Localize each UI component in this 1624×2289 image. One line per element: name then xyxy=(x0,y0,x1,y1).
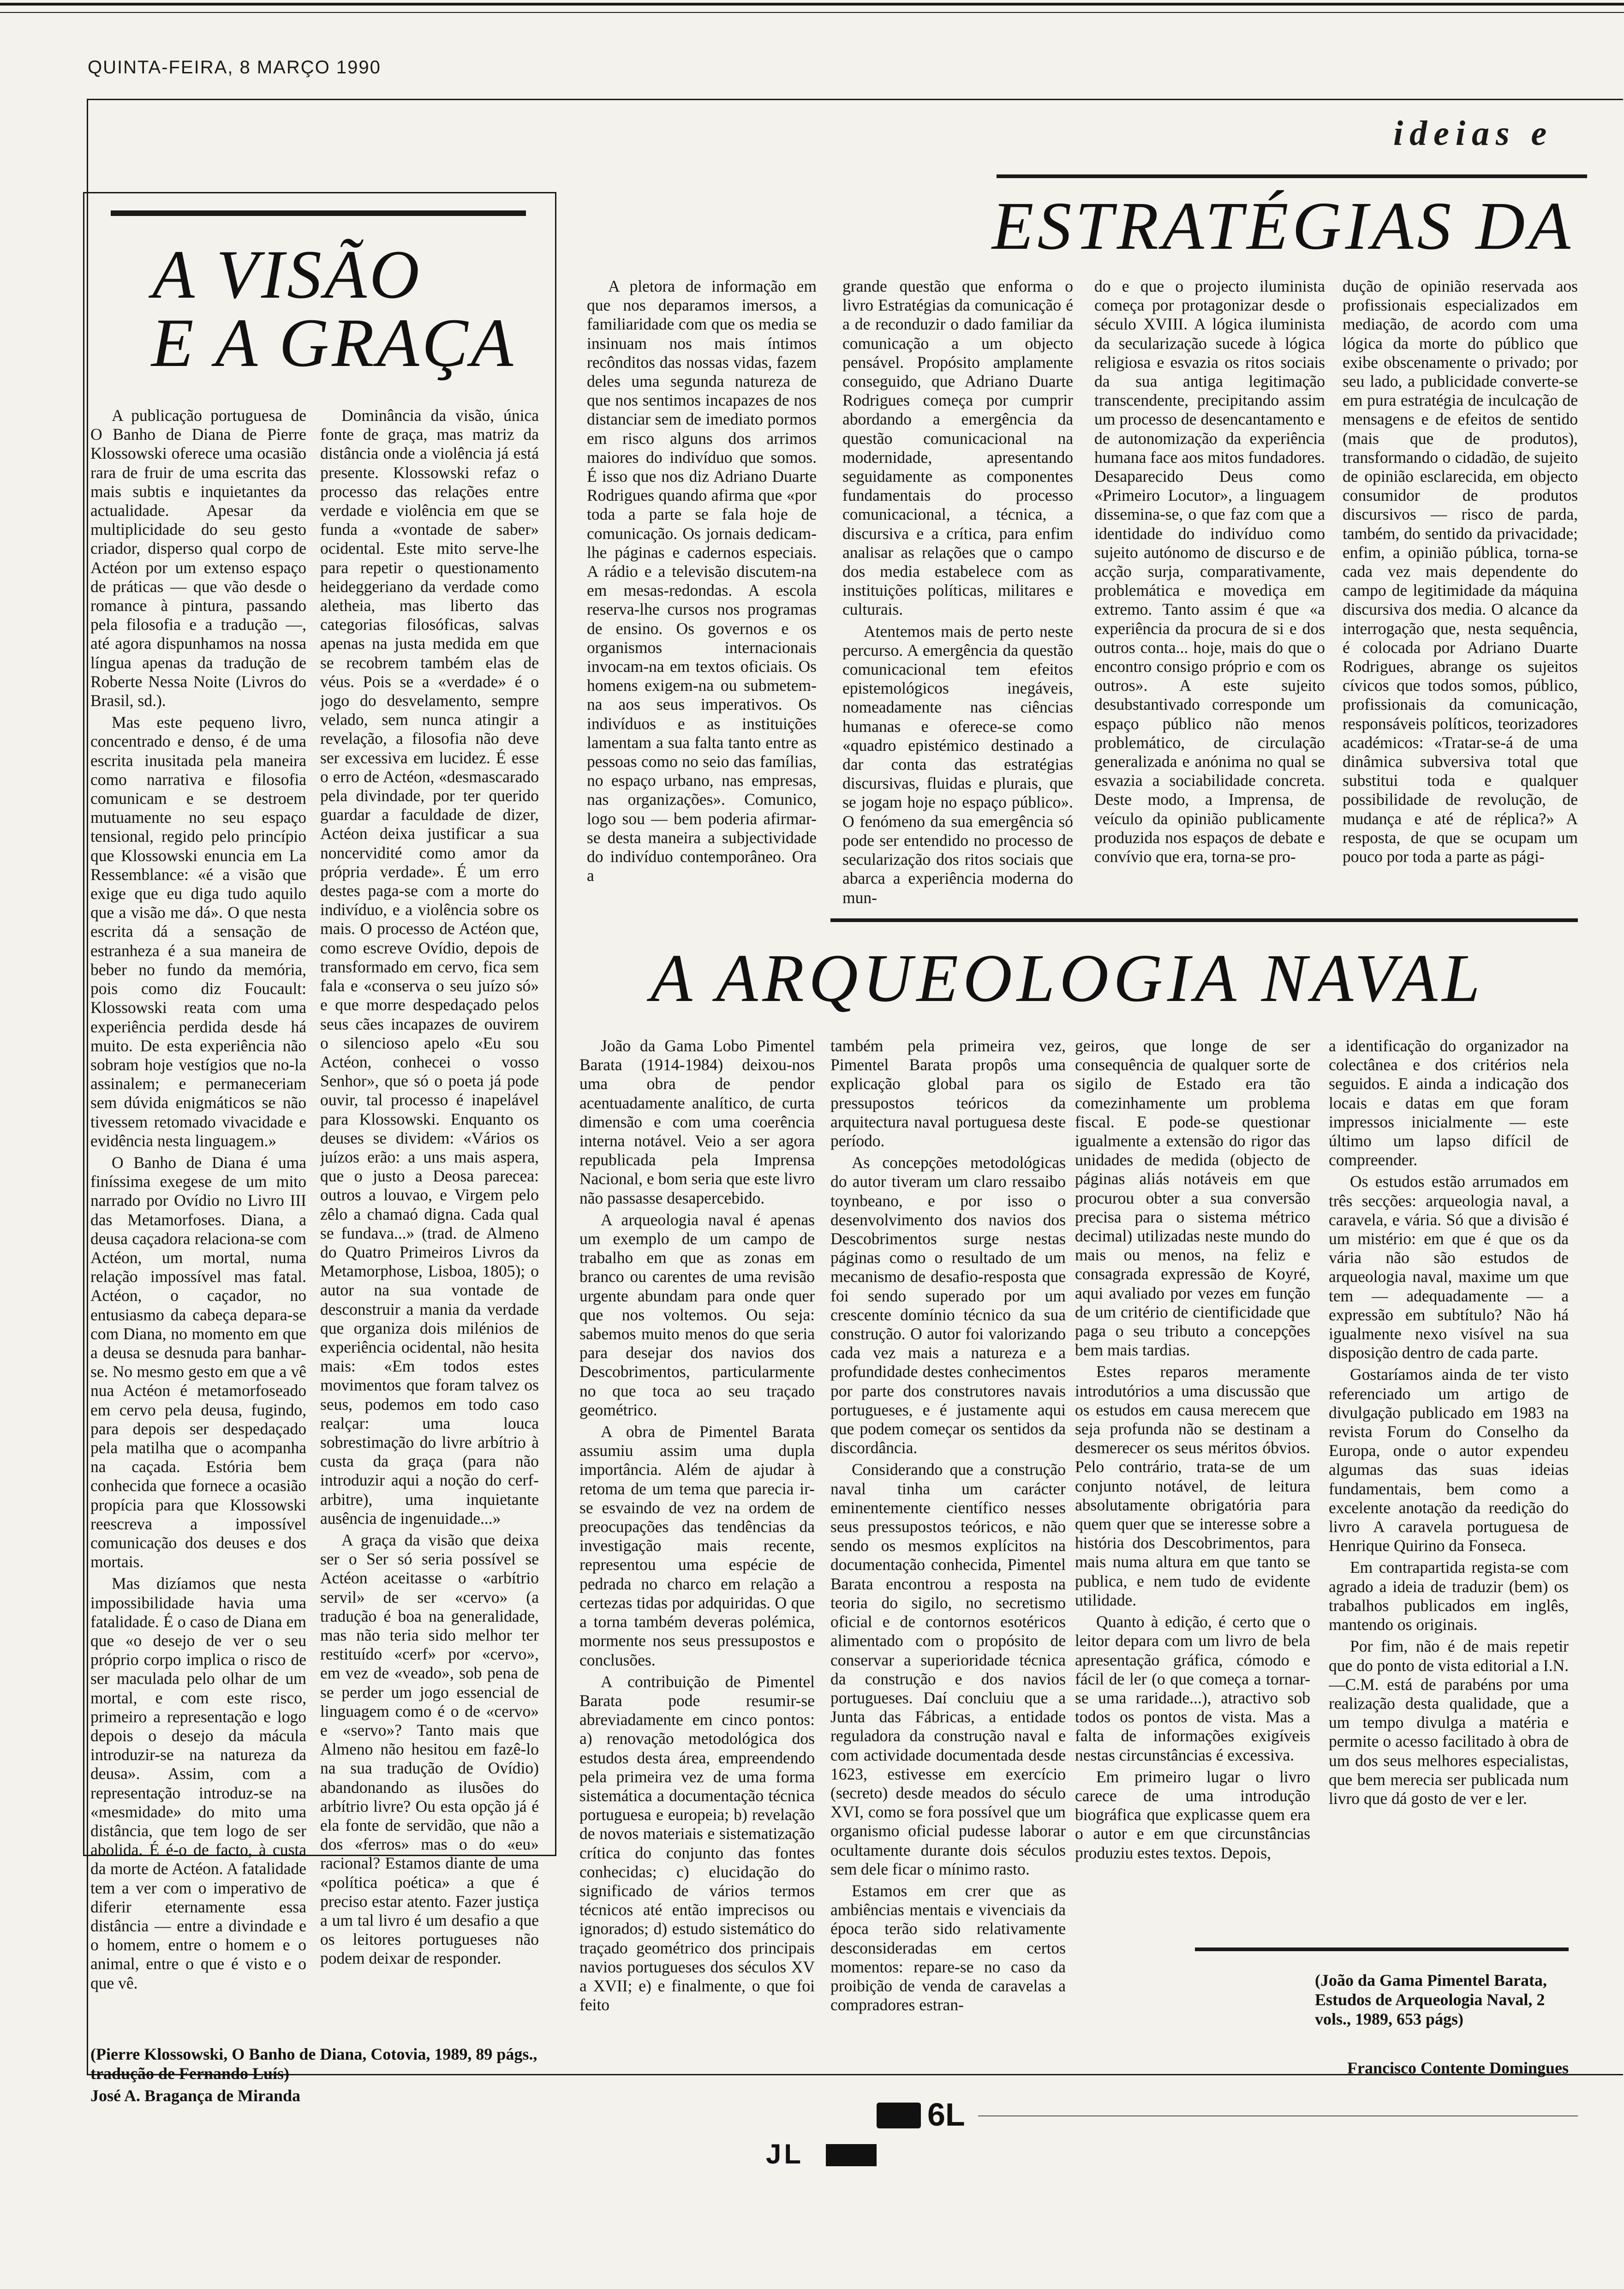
paragraph: Mas dizíamos que nesta impossibilidade havia uma fatalidade. É o caso de Diana em que «o desejo de ver o seu próprio corpo implica o risco de ser maculada pelo olhar de um mortal, e com este risco, primeiro a representação e logo depois o desejo da mácula introduzir-se na natureza da deusa». Assim, com a representação introduz-se na «mesmidade» do mito uma distância, que tem logo de ser abolida. É é-o de facto, à custa da morte de Actéon. A fatalidade tem a ver com o imperativo de diferir eternamente essa distância — entre a divindade e o homem, entre o homem e o animal, entre o que é visto e o que vê. xyxy=(90,1574,306,1992)
left-article-thick-rule xyxy=(111,210,526,216)
page-marker: 6L xyxy=(927,2097,965,2133)
footer-badge xyxy=(877,2103,921,2128)
publication-logo-block xyxy=(826,2144,877,2166)
left-article-title-line1: A VISÃO xyxy=(152,236,422,313)
paragraph: Por fim, não é de mais repetir que do ponto de vista editorial a I.N.—C.M. está de parabéns por uma realização desta qualidade, que a um tempo divulga a matéria e permite o acesso facilitado à obra de um dos seus melhores especialistas, que bem merecia ser publicada num livro que dá gosto de ver e ler. xyxy=(1329,1637,1569,1808)
paragraph: O Banho de Diana é uma finíssima exegese de um mito narrado por Ovídio no Livro III das Metamorfoses. Diana, a deusa caçadora relaciona-se com Actéon, um mortal, numa relação impossível mas fatal. Actéon, o caçador, no entusiasmo da cabeça depara-se com Diana, no momento em que a deusa se desnuda para banhar-se. No mesmo gesto em que a vê nua Actéon é metamorfoseado em cervo pela deusa, fugindo, para depois ser despedaçado pela matilha que o acompanha na caçada. Estória bem conhecida que fornece a ocasião propícia para que Klossowski reescreva a impossível comunicação dos deuses e dos mortais. xyxy=(90,1153,306,1571)
paragraph: A obra de Pimentel Barata assumiu assim uma dupla importância. Além de ajudar à retoma de um tema que parecia ir-se esvaindo de vez na ordem de preocupações das tendências da investigação mais recente, representou uma espécie de pedrada no charco em relação a certezas tidas por adquiridas. O que a torna também deveras polémica, mormente nos seus pressupostos e conclusões. xyxy=(579,1422,815,1669)
paragraph: Em contrapartida regista-se com agrado a ideia de traduzir (bem) os trabalhos publicados em inglês, mantendo os originais. xyxy=(1329,1558,1569,1634)
paragraph: Quanto à edição, é certo que o leitor depara com um livro de bela apresentação gráfica, cómodo e fácil de ler (o que começa a tornar-se uma raridade...), atractivo sob todos os pontos de vista. Mas a falta de informações exigíveis nestas circunstâncias é excessiva. xyxy=(1075,1612,1310,1764)
paragraph: Dominância da visão, única fonte de graça, mas matriz da distância onde a violência já está presente. Klossowski refaz o processo das relações entre verdade e violência em que se funda a «vontade de saber» ocidental. Este mito serve-lhe para repetir o questionamento heideggeriano da verdade como aletheia, mas liberto das categorias filosóficas, salvas apenas na justa medida em que se recobrem também elas de véus. Pois se a «verdade» é o jogo do desvelamento, sempre velado, sem nunca atingir a revelação, a filosofia não deve ser excessiva em lucidez. É esse o erro de Actéon, «desmascarado pela divindade, por ter querido guardar a faculdade de dizer, Actéon deixa justificar a sua noncervidité como amor da própria verdade». É um erro destes paga-se com a morte do indivíduo, e a violência sobre os mais. O processo de Actéon que, como escreve Ovídio, depois de transformado em cervo, fica sem fala e «conserva o seu juízo só» e que morre despedaçado pelos seus cães incapazes de ouvirem o silencioso apelo «Eu sou Actéon, conhecei o vosso Senhor», que só o poeta já pode ouvir, tal processo é inapelável para Klossowski. Enquanto os deuses se dividem: «Vários os juízos erão: a uns mais aspera, que o justo a Deosa parecea: outros a louvao, e Virgem pelo zêlo a chamaó digna. Cada qual se fundava...» (trad. de Almeno do Quatro Primeiros Livros da Metamorphose, Lisboa, 1805); o autor na sua vontade de desconstruir a mania da verdade que organiza dois milénios de experiência ocidental, não hesita mais: «Em todos estes movimentos que foram talvez os seus, podemos em todo caso realçar: uma louca sobrestimação do livre arbítrio à custa da graça (para não introduzir aqui a noção do cerf-arbitre), uma inquietante ausência de ingenuidade...» xyxy=(320,406,539,1528)
top-border-thin xyxy=(0,12,1624,13)
paragraph: João da Gama Lobo Pimentel Barata (1914-1984) deixou-nos uma obra de pendor acentuadamente analítico, de curta dimensão e com uma coerência interna notável. Veio a ser agora republicada pela Imprensa Nacional, e bom seria que este livro não passasse desapercebido. xyxy=(579,1037,815,1207)
left-article-title-line2: E A GRAÇA xyxy=(151,305,516,381)
top-article-col4 xyxy=(1343,277,1578,910)
paragraph: Os estudos estão arrumados em três secções: arqueologia naval, a caravela, e vária. Só que a divisão é um mistério: em que é que os da vária não são estudos de arqueologia naval, maxime um que tem — adequadamente — a expressão em subtítulo? Não há igualmente nexo visível na sua disposição dentro de cada parte. xyxy=(1329,1172,1569,1362)
bottom-article-author: Francisco Contente Domingues xyxy=(1347,2059,1569,2077)
top-article-col2 xyxy=(842,277,1073,910)
top-article-col1 xyxy=(587,277,817,910)
paragraph: Estes reparos meramente introdutórios a uma discussão que os estudos em causa merecem que seja profunda não se destinam a desmerecer os seus méritos óbvios. Pelo contrário, trata-se de um conjunto notável, de leitura absolutamente obrigatória para quem quer que se interesse sobre a história dos Descobrimentos, para mais numa altura em que tanto se publica, e nem tudo de evidente utilidade. xyxy=(1075,1362,1310,1609)
paragraph: grande questão que enforma o livro Estratégias da comunicação é a de reconduzir o dado familiar da comunicação a um objecto pensável. Propósito amplamente conseguido, que Adriano Duarte Rodrigues começa por cumprir abordando a emergência da questão comunicacional na modernidade, apresentando seguidamente as componentes fundamentais do processo comunicacional, a técnica, a discursiva e a crítica, para enfim analisar as relações que o campo dos media estabelece com as instituições políticas, militares e culturais. xyxy=(842,277,1073,619)
paragraph: Gostaríamos ainda de ter visto referenciado um artigo de divulgação publicado em 1983 na revista Forum do Conselho da Europa, onde o autor expendeu algumas das suas ideias fundamentais, bem como a excelente anotação da reedição do livro A caravela portuguesa de Henrique Quirino da Fonseca. xyxy=(1329,1365,1569,1555)
paragraph: A pletora de informação em que nos deparamos imersos, a familiaridade com que os media se insinuam nos mais íntimos recônditos das nossas vidas, fazem deles uma segunda natureza de que nos sentimos incapazes de nos distanciar sem de imediato pormos em risco alguns dos arrimos maiores do indivíduo que somos. É isso que nos diz Adriano Duarte Rodrigues quando afirma que «por toda a parte se fala hoje de comunicação. Os jornais dedicam-lhe páginas e cadernos especiais. A rádio e a televisão discutem-na em mesas-redondas. A escola reserva-lhe cursos nos programas de ensino. Os governos e os organismos internacionais invocam-na em textos oficiais. Os homens exigem-na ou submetem-na aos seus imperativos. Os indivíduos e as instituições lamentam a sua falta tanto entre as pessoas como no seio das famílias, no espaço urbano, nas empresas, nas organizações». Comunico, logo sou — bem poderia afirmar-se desta maneira a subjectividade do indivíduo contemporâneo. Ora a xyxy=(587,277,817,885)
paragraph: Em primeiro lugar o livro carece de uma introdução biográfica que explicasse quem era o autor e em que circunstâncias produziu estes textos. Depois, xyxy=(1075,1767,1310,1862)
paragraph: Atentemos mais de perto neste percurso. A emergência da questão comunicacional tem efeitos epistemológicos inegáveis, nomeadamente nas ciências humanas e oferece-se como «quadro epistémico destinado a dar conta das estratégias discursivas, fluidas e plurais, que se jogam hoje no espaço público». O fenómeno da sua emergência só pode ser entendido no processo de secularização dos ritos sociais que abarca a experiência moderna do mun- xyxy=(842,622,1073,907)
paragraph: A publicação portuguesa de O Banho de Diana de Pierre Klossowski oferece uma ocasião rara de fruir de uma escrita das mais subtis e inquietantes da actualidade. Apesar da multiplicidade do seu gesto criador, disperso qual corpo de Actéon por um extenso espaço de práticas — que vão desde o romance à pintura, passando pela filosofia e a tradução —, até agora dispunhamos na nossa língua apenas da tradução de Roberte Nessa Noite (Livros do Brasil, sd.). xyxy=(90,406,306,710)
issue-date: QUINTA-FEIRA, 8 MARÇO 1990 xyxy=(88,57,381,78)
paragraph: Estamos em crer que as ambiências mentais e vivenciais da época terão sido relativamente desconsideradas em certos momentos: repare-se no caso da proibição de venda de caravelas a compradores estran- xyxy=(830,1881,1066,2014)
bottom-article-col4 xyxy=(1329,1037,1569,1941)
mid-article-rule xyxy=(830,918,1578,922)
bottom-article-credits: (João da Gama Pimentel Barata, Estudos de Arqueologia Naval, 2 vols., 1989, 653 págs) xyxy=(1315,1971,1547,2028)
left-article-col2 xyxy=(320,406,539,1994)
publication-logo: JL xyxy=(766,2139,804,2169)
left-article-author: José A. Bragança de Miranda xyxy=(90,2086,300,2105)
paragraph: A contribuição de Pimentel Barata pode resumir-se abreviadamente em cinco pontos: a) renovação metodológica dos estudos desta área, empreendendo pela primeira vez de uma forma sistemática a documentação técnica portuguesa e europeia; b) revelação de novos materiais e sistematização crítica do conjunto das fontes conhecidas; c) elucidação do significado de vários termos técnicos até então imprecisos ou ignorados; d) estudo sistemático do traçado geométrico dos principais navios portugueses dos séculos XV a XVII; e) e finalmente, o que foi feito xyxy=(579,1672,815,2014)
left-article-credits: (Pierre Klossowski, O Banho de Diana, Cotovia, 1989, 89 págs., tradução de Fernando Luís) xyxy=(90,2045,537,2083)
paragraph: dução de opinião reservada aos profissionais especializados em mediação, de acordo com uma lógica da morte do público que exibe obscenamente o privado; por seu lado, a publicidade converte-se em pura estratégia de inculcação de mensagens e de efeitos de sentido (mais que de produtos), transformando o cidadão, de sujeito de opinião esclarecida, em objecto consumidor de produtos discursivos — risco de parda, também, do sentido da privacidade; enfim, a opinião pública, torna-se cada vez mais dependente do campo de legitimidade da máquina discursiva dos media. O alcance da interrogação que, nesta sequência, é colocada por Adriano Duarte Rodrigues, abrange os sujeitos cívicos que todos somos, público, profissionais da comunicação, responsáveis políticos, teorizadores académicos: «Tratar-se-á de uma dinâmica subversiva total que substitui toda e qualquer possibilidade de revolução, de mudança e até de réplica?» A resposta, de que se ocupam um pouco por toda a parte as pági- xyxy=(1343,277,1578,866)
top-article-title: ESTRATÉGIAS DA xyxy=(992,188,1574,264)
paragraph: A graça da visão que deixa ser o Ser só seria possível se Actéon aceitasse o «arbítrio servil» de ser «cervo» (a tradução é boa na generalidade, mas não teria sido melhor ter restituído «cerf» por «cervo», em vez de «veado», sob pena de se perder um jogo essencial de linguagem como é o de «cervo» e «servo»? Tanto mais que Almeno não hesitou em fazê-lo na sua tradução de Ovídio) abandonando as ilusões do arbítrio livre? Ou esta opção já é ela fonte de servidão, que não a dos «ferros» mas o do «eu» racional? Estamos diante de uma «política poética» a que é preciso estar atento. Fazer justiça a um tal livro é um desafio a que os leitores portugueses não podem deixar de responder. xyxy=(320,1530,539,1968)
paragraph: a identificação do organizador na colectânea e dos critérios nela seguidos. E ainda a indicação dos locais e datas em que foram impressos inicialmente — este último um lapso difícil de compreender. xyxy=(1329,1037,1569,1169)
bottom-article-col2 xyxy=(830,1037,1066,2089)
footer-dashed-rule xyxy=(978,2115,1578,2116)
bottom-article-end-rule xyxy=(1195,1947,1569,1951)
top-article-rule xyxy=(997,174,1587,178)
bottom-article-title: A ARQUEOLOGIA NAVAL xyxy=(651,941,1485,1016)
top-article-col3 xyxy=(1094,277,1325,910)
left-article-col1 xyxy=(90,406,306,1994)
bottom-article-col1 xyxy=(579,1037,815,2089)
section-tag: ideias e xyxy=(1393,114,1553,153)
paragraph: do e que o projecto iluminista começa por protagonizar desde o século XVIII. A lógica iluminista da secularização sucede à lógica religiosa e esvazia os ritos sociais da sua antiga legitimação transcendente, precipitando assim um processo de desencantamento e de autonomização da experiência humana face aos mitos fundadores. Desaparecido Deus como «Primeiro Locutor», a linguagem dissemina-se, o que faz com que a identidade do indivíduo como sujeito autónomo de discurso e de acção surja, comparativamente, problemática e movediça em extremo. Tanto assim é que «a experiência da procura de si e dos outros conta... hoje, mais do que o encontro consigo próprio e com os outros». A este sujeito desubstantivado corresponde um espaço público não menos problemático, de circulação generalizada e anónima no qual se esvazia a sociabilidade concreta. Deste modo, a Imprensa, de veículo da opinião publicamente produzida nos espaços de debate e convívio que era, torna-se pro- xyxy=(1094,277,1325,866)
frame-top-rule xyxy=(87,99,1623,100)
paragraph: também pela primeira vez, Pimentel Barata propôs uma explicação global para os pressupostos teóricos da arquitectura naval portuguesa deste período. xyxy=(830,1037,1066,1150)
paragraph: geiros, que longe de ser consequência de qualquer sorte de sigilo de Estado era tão comezinhamente um problema fiscal. E pode-se questionar igualmente a extensão do rigor das unidades de medida (objecto de páginas aliás notáveis em que procurou obter a sua conversão precisa para o sistema métrico decimal) utilizadas neste mundo do mais ou menos, na feliz e consagrada expressão de Koyré, aqui avaliado por vezes em função de um critério de cientificidade que paga o seu tributo a concepções bem mais tardias. xyxy=(1075,1037,1310,1360)
top-border xyxy=(0,3,1624,6)
bottom-article-col3 xyxy=(1075,1037,1310,1941)
paragraph: A arqueologia naval é apenas um exemplo de um campo de trabalho em que as zonas em branco ou carentes de uma revisão urgente abundam para onde quer que nos voltemos. Ou seja: sabemos muito menos do que seria para desejar dos navios dos Descobrimentos, particularmente no que toca ao seu traçado geométrico. xyxy=(579,1210,815,1419)
paragraph: As concepções metodológicas do autor tiveram um claro ressaibo toynbeano, e por isso o desenvolvimento dos navios dos Descobrimentos surge nestas páginas como o resultado de um mecanismo de desafio-resposta que foi sendo superado por um crescente domínio técnico da sua construção. O autor foi valorizando cada vez mais a natureza e a profundidade destes conhecimentos por parte dos construtores navais portugueses, e é justamente aqui que podem começar os sentidos da discordância. xyxy=(830,1153,1066,1457)
paragraph: Considerando que a construção naval tinha um carácter eminentemente científico nesses seus pressupostos teóricos, e não sendo os mesmos explícitos na documentação conhecida, Pimentel Barata encontrou a resposta na teoria do sigilo, no secretismo oficial e de contornos esotéricos alimentado com o propósito de conservar a superioridade técnica da construção e dos navios portugueses. Daí concluiu que a Junta das Fábricas, a entidade reguladora da construção naval e com actividade documentada desde 1623, estivesse em exercício (secreto) desde meados do século XVI, como se fora possível que um organismo oficial pudesse laborar ocultamente durante dois séculos sem dele ficar o mínimo rasto. xyxy=(830,1460,1066,1878)
paragraph: Mas este pequeno livro, concentrado e denso, é de uma escrita inusitada pela maneira como narrativa e filosofia comunicam e se destroem mutuamente no seu espaço tensional, regido pelo princípio que Klossowski enuncia em La Ressemblance: «é a visão que exige que eu diga tudo aquilo que a visão me dá». O que nesta escrita dá a sensação de estranheza é a sua maneira de beber no fundo da memória, pois como diz Foucault: Klossowski reata com uma experiência perdida desde há muito. De esta experiência não sobram hoje vestígios que no-la assinalem; e permaneceriam sem dúvida enigmáticos se não tivessem retomado vivacidade e evidência nesta linguagem.» xyxy=(90,713,306,1150)
